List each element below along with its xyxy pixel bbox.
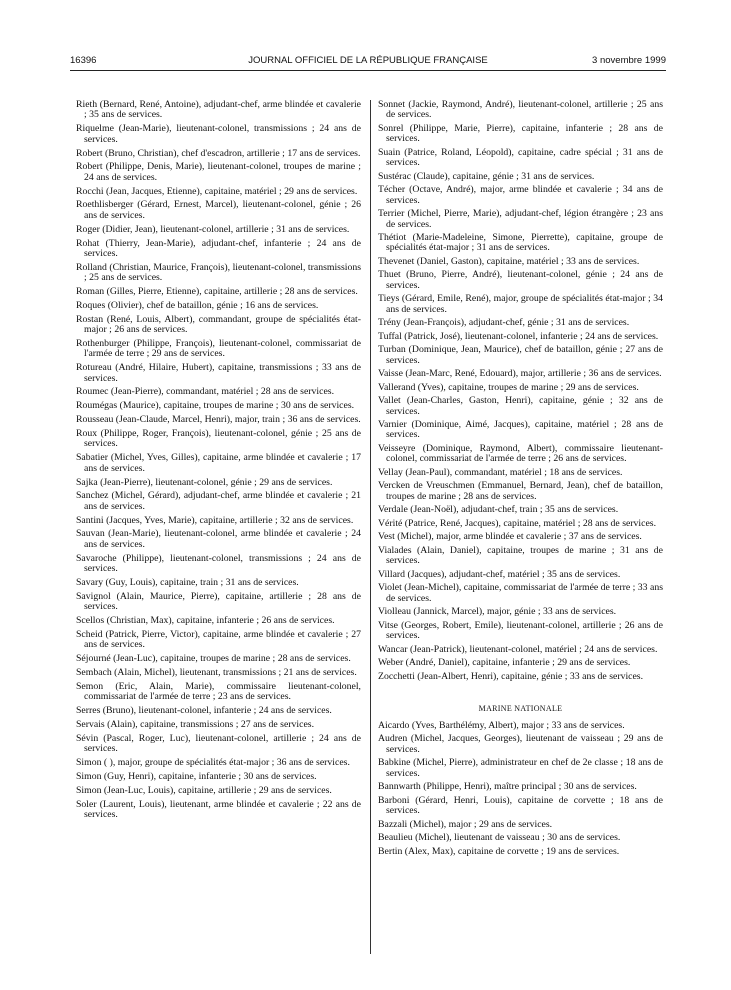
list-item: Rothenburger (Philippe, François), lieutenant-colonel, commissariat de l'armée de terre ; 29 ans de services. xyxy=(76,337,361,360)
list-item: Rousseau (Jean-Claude, Marcel, Henri), major, train ; 36 ans de services. xyxy=(76,414,361,426)
army-entries-continued xyxy=(378,100,663,682)
list-item: Thevenet (Daniel, Gaston), capitaine, matériel ; 33 ans de services. xyxy=(378,255,640,267)
list-item: Riquelme (Jean-Marie), lieutenant-colonel, transmissions ; 24 ans de services. xyxy=(76,123,361,145)
list-item: Robert (Bruno, Christian), chef d'escadron, artillerie ; 17 ans de services. xyxy=(76,147,361,159)
list-item: Bazzali (Michel), major ; 29 ans de services. xyxy=(378,818,553,830)
list-item: Verdale (Jean-Noël), adjudant-chef, train ; 35 ans de services. xyxy=(378,504,619,516)
list-item: Rostan (René, Louis, Albert), commandant, groupe de spécialités état-major ; 26 ans de services. xyxy=(76,313,361,336)
list-item: Bertin (Alex, Max), capitaine de corvette ; 19 ans de services. xyxy=(378,845,620,857)
list-item: Simon ( ), major, groupe de spécialités état-major ; 36 ans de services. xyxy=(76,757,350,768)
list-item: Vest (Michel), major, arme blindée et cavalerie ; 37 ans de services. xyxy=(378,531,642,543)
list-item: Serres (Bruno), lieutenant-colonel, infanterie ; 24 ans de services. xyxy=(76,705,332,717)
list-item: Violleau (Jannick, Marcel), major, génie ; 33 ans de services. xyxy=(378,606,617,618)
list-item: Sauvan (Jean-Marie), lieutenant-colonel, arme blindée et cavalerie ; 24 ans de services. xyxy=(76,528,361,550)
list-item: Vitse (Georges, Robert, Emile), lieutenant-colonel, artillerie ; 26 ans de services. xyxy=(378,619,663,641)
list-item: Savignol (Alain, Maurice, Pierre), capitaine, artillerie ; 28 ans de services. xyxy=(76,590,361,613)
left-column xyxy=(76,100,361,824)
list-item: Vialades (Alain, Daniel), capitaine, troupes de marine ; 31 ans de services. xyxy=(378,544,663,567)
list-item: Servais (Alain), capitaine, transmissions ; 27 ans de services. xyxy=(76,718,315,730)
list-item: Rohat (Thierry, Jean-Marie), adjudant-chef, infanterie ; 24 ans de services. xyxy=(76,237,361,259)
list-item: Sévin (Pascal, Roger, Luc), lieutenant-colonel, artillerie ; 24 ans de services. xyxy=(76,732,361,755)
list-item: Thétiot (Marie-Madeleine, Simone, Pierrette), capitaine, groupe de spécialités état-major ; 31 ans de services. xyxy=(378,232,663,254)
list-item: Suain (Patrice, Roland, Léopold), capitaine, cadre spécial ; 31 ans de services. xyxy=(378,146,663,169)
list-item: Turban (Dominique, Jean, Maurice), chef de bataillon, génie ; 27 ans de services. xyxy=(378,344,663,366)
column-divider xyxy=(370,100,371,954)
list-item: Roethlisberger (Gérard, Ernest, Marcel), lieutenant-colonel, génie ; 26 ans de services. xyxy=(76,199,361,221)
list-item: Robert (Philippe, Denis, Marie), lieutenant-colonel, troupes de marine ; 24 ans de services. xyxy=(76,161,361,183)
list-item: Terrier (Michel, Pierre, Marie), adjudant-chef, légion étrangère ; 23 ans de services. xyxy=(378,208,663,230)
list-item: Scellos (Christian, Max), capitaine, infanterie ; 26 ans de services. xyxy=(76,615,335,627)
list-item: Técher (Octave, André), major, arme blindée et cavalerie ; 34 ans de services. xyxy=(378,184,663,206)
list-item: Tuffal (Patrick, José), lieutenant-colonel, infanterie ; 24 ans de services. xyxy=(378,330,659,342)
list-item: Vellay (Jean-Paul), commandant, matériel ; 18 ans de services. xyxy=(378,466,623,478)
list-item: Simon (Guy, Henri), capitaine, infanterie ; 30 ans de services. xyxy=(76,770,317,782)
list-item: Weber (André, Daniel), capitaine, infanterie ; 29 ans de services. xyxy=(378,657,631,668)
page-header xyxy=(70,55,666,69)
list-item: Tieys (Gérard, Emile, René), major, groupe de spécialités état-major ; 34 ans de services. xyxy=(378,293,663,315)
list-item: Roumec (Jean-Pierre), commandant, matériel ; 28 ans de services. xyxy=(76,386,335,398)
list-item: Aicardo (Yves, Barthélémy, Albert), major ; 33 ans de services. xyxy=(378,719,625,731)
list-item: Vaisse (Jean-Marc, René, Edouard), major, artillerie ; 36 ans de services. xyxy=(378,368,662,380)
list-item: Roumégas (Maurice), capitaine, troupes de marine ; 30 ans de services. xyxy=(76,400,355,412)
list-item: Veisseyre (Dominique, Raymond, Albert), commissaire lieutenant-colonel, commissariat de l'armée de terre ; 26 ans de services. xyxy=(378,442,663,465)
list-item: Vérité (Patrice, René, Jacques), capitaine, matériel ; 28 ans de services. xyxy=(378,517,657,529)
list-item: Roques (Olivier), chef de bataillon, génie ; 16 ans de services. xyxy=(76,299,319,311)
header-rule xyxy=(70,70,666,71)
list-item: Rotureau (André, Hilaire, Hubert), capitaine, transmissions ; 33 ans de services. xyxy=(76,362,361,384)
marine-entries xyxy=(378,721,663,857)
list-item: Roux (Philippe, Roger, François), lieutenant-colonel, génie ; 25 ans de services. xyxy=(76,428,361,450)
list-item: Thuet (Bruno, Pierre, André), lieutenant-colonel, génie ; 24 ans de services. xyxy=(378,269,663,291)
list-item: Sajka (Jean-Pierre), lieutenant-colonel, génie ; 29 ans de services. xyxy=(76,476,333,488)
list-item: Roger (Didier, Jean), lieutenant-colonel, artillerie ; 31 ans de services. xyxy=(76,223,350,235)
list-item: Séjourné (Jean-Luc), capitaine, troupes de marine ; 28 ans de services. xyxy=(76,653,351,665)
list-item: Savary (Guy, Louis), capitaine, train ; 31 ans de services. xyxy=(76,576,299,588)
list-item: Rolland (Christian, Maurice, François), lieutenant-colonel, transmissions ; 25 ans de services. xyxy=(76,261,361,284)
list-item: Wancar (Jean-Patrick), lieutenant-colonel, matériel ; 24 ans de services. xyxy=(378,643,658,655)
list-item: Rocchi (Jean, Jacques, Etienne), capitaine, matériel ; 29 ans de services. xyxy=(76,185,358,197)
journal-title: JOURNAL OFFICIEL DE LA RÉPUBLIQUE FRANÇAISE xyxy=(248,55,488,66)
list-item: Beaulieu (Michel), lieutenant de vaisseau ; 30 ans de services. xyxy=(378,832,621,844)
list-item: Trény (Jean-François), adjudant-chef, génie ; 31 ans de services. xyxy=(378,317,630,329)
list-item: Barboni (Gérard, Henri, Louis), capitaine de corvette ; 18 ans de services. xyxy=(378,794,663,817)
list-item: Santini (Jacques, Yves, Marie), capitaine, artillerie ; 32 ans de services. xyxy=(76,514,354,526)
list-item: Simon (Jean-Luc, Louis), capitaine, artillerie ; 29 ans de services. xyxy=(76,784,332,796)
list-item: Savaroche (Philippe), lieutenant-colonel, transmissions ; 24 ans de services. xyxy=(76,552,361,575)
list-item: Sabatier (Michel, Yves, Gilles), capitaine, arme blindée et cavalerie ; 17 ans de services. xyxy=(76,452,361,474)
list-item: Zocchetti (Jean-Albert, Henri), capitaine, génie ; 33 ans de services. xyxy=(378,670,644,682)
right-column xyxy=(378,100,663,860)
list-item: Sonrel (Philippe, Marie, Pierre), capitaine, infanterie ; 28 ans de services. xyxy=(378,122,663,145)
list-item: Sembach (Alain, Michel), lieutenant, transmissions ; 21 ans de services. xyxy=(76,666,357,678)
publication-date: 3 novembre 1999 xyxy=(592,55,666,66)
list-item: Babkine (Michel, Pierre), administrateur en chef de 2e classe ; 18 ans de services. xyxy=(378,757,663,779)
list-item: Semon (Eric, Alain, Marie), commissaire lieutenant-colonel, commissariat de l'armée de terre ; 23 ans de services. xyxy=(76,680,361,703)
list-item: Vallet (Jean-Charles, Gaston, Henri), capitaine, génie ; 32 ans de services. xyxy=(378,395,663,417)
list-item: Violet (Jean-Michel), capitaine, commissariat de l'armée de terre ; 33 ans de services. xyxy=(378,582,663,604)
list-item: Sustérac (Claude), capitaine, génie ; 31 ans de services. xyxy=(378,170,595,182)
list-item: Vercken de Vreuschmen (Emmanuel, Bernard, Jean), chef de bataillon, troupes de marine ; 28 ans de services. xyxy=(378,480,663,502)
list-item: Sonnet (Jackie, Raymond, André), lieutenant-colonel, artillerie ; 25 ans de services. xyxy=(378,99,663,121)
page-number: 16396 xyxy=(70,55,97,66)
list-item: Soler (Laurent, Louis), lieutenant, arme blindée et cavalerie ; 22 ans de services. xyxy=(76,798,361,820)
list-item: Bannwarth (Philippe, Henri), maître principal ; 30 ans de services. xyxy=(378,781,637,793)
list-item: Vallerand (Yves), capitaine, troupes de marine ; 29 ans de services. xyxy=(378,381,639,393)
list-item: Villard (Jacques), adjudant-chef, matériel ; 35 ans de services. xyxy=(378,568,621,580)
list-item: Scheid (Patrick, Pierre, Victor), capitaine, arme blindée et cavalerie ; 27 ans de services. xyxy=(76,628,361,651)
list-item: Audren (Michel, Jacques, Georges), lieutenant de vaisseau ; 29 ans de services. xyxy=(378,733,663,755)
list-item: Rieth (Bernard, René, Antoine), adjudant-chef, arme blindée et cavalerie ; 35 ans de services. xyxy=(76,99,361,121)
list-item: Roman (Gilles, Pierre, Etienne), capitaine, artillerie ; 28 ans de services. xyxy=(76,286,358,298)
section-title-marine: MARINE NATIONALE xyxy=(478,703,563,713)
list-item: Sanchez (Michel, Gérard), adjudant-chef, arme blindée et cavalerie ; 21 ans de services. xyxy=(76,490,361,512)
list-item: Varnier (Dominique, Aimé, Jacques), capitaine, matériel ; 28 ans de services. xyxy=(378,419,663,441)
